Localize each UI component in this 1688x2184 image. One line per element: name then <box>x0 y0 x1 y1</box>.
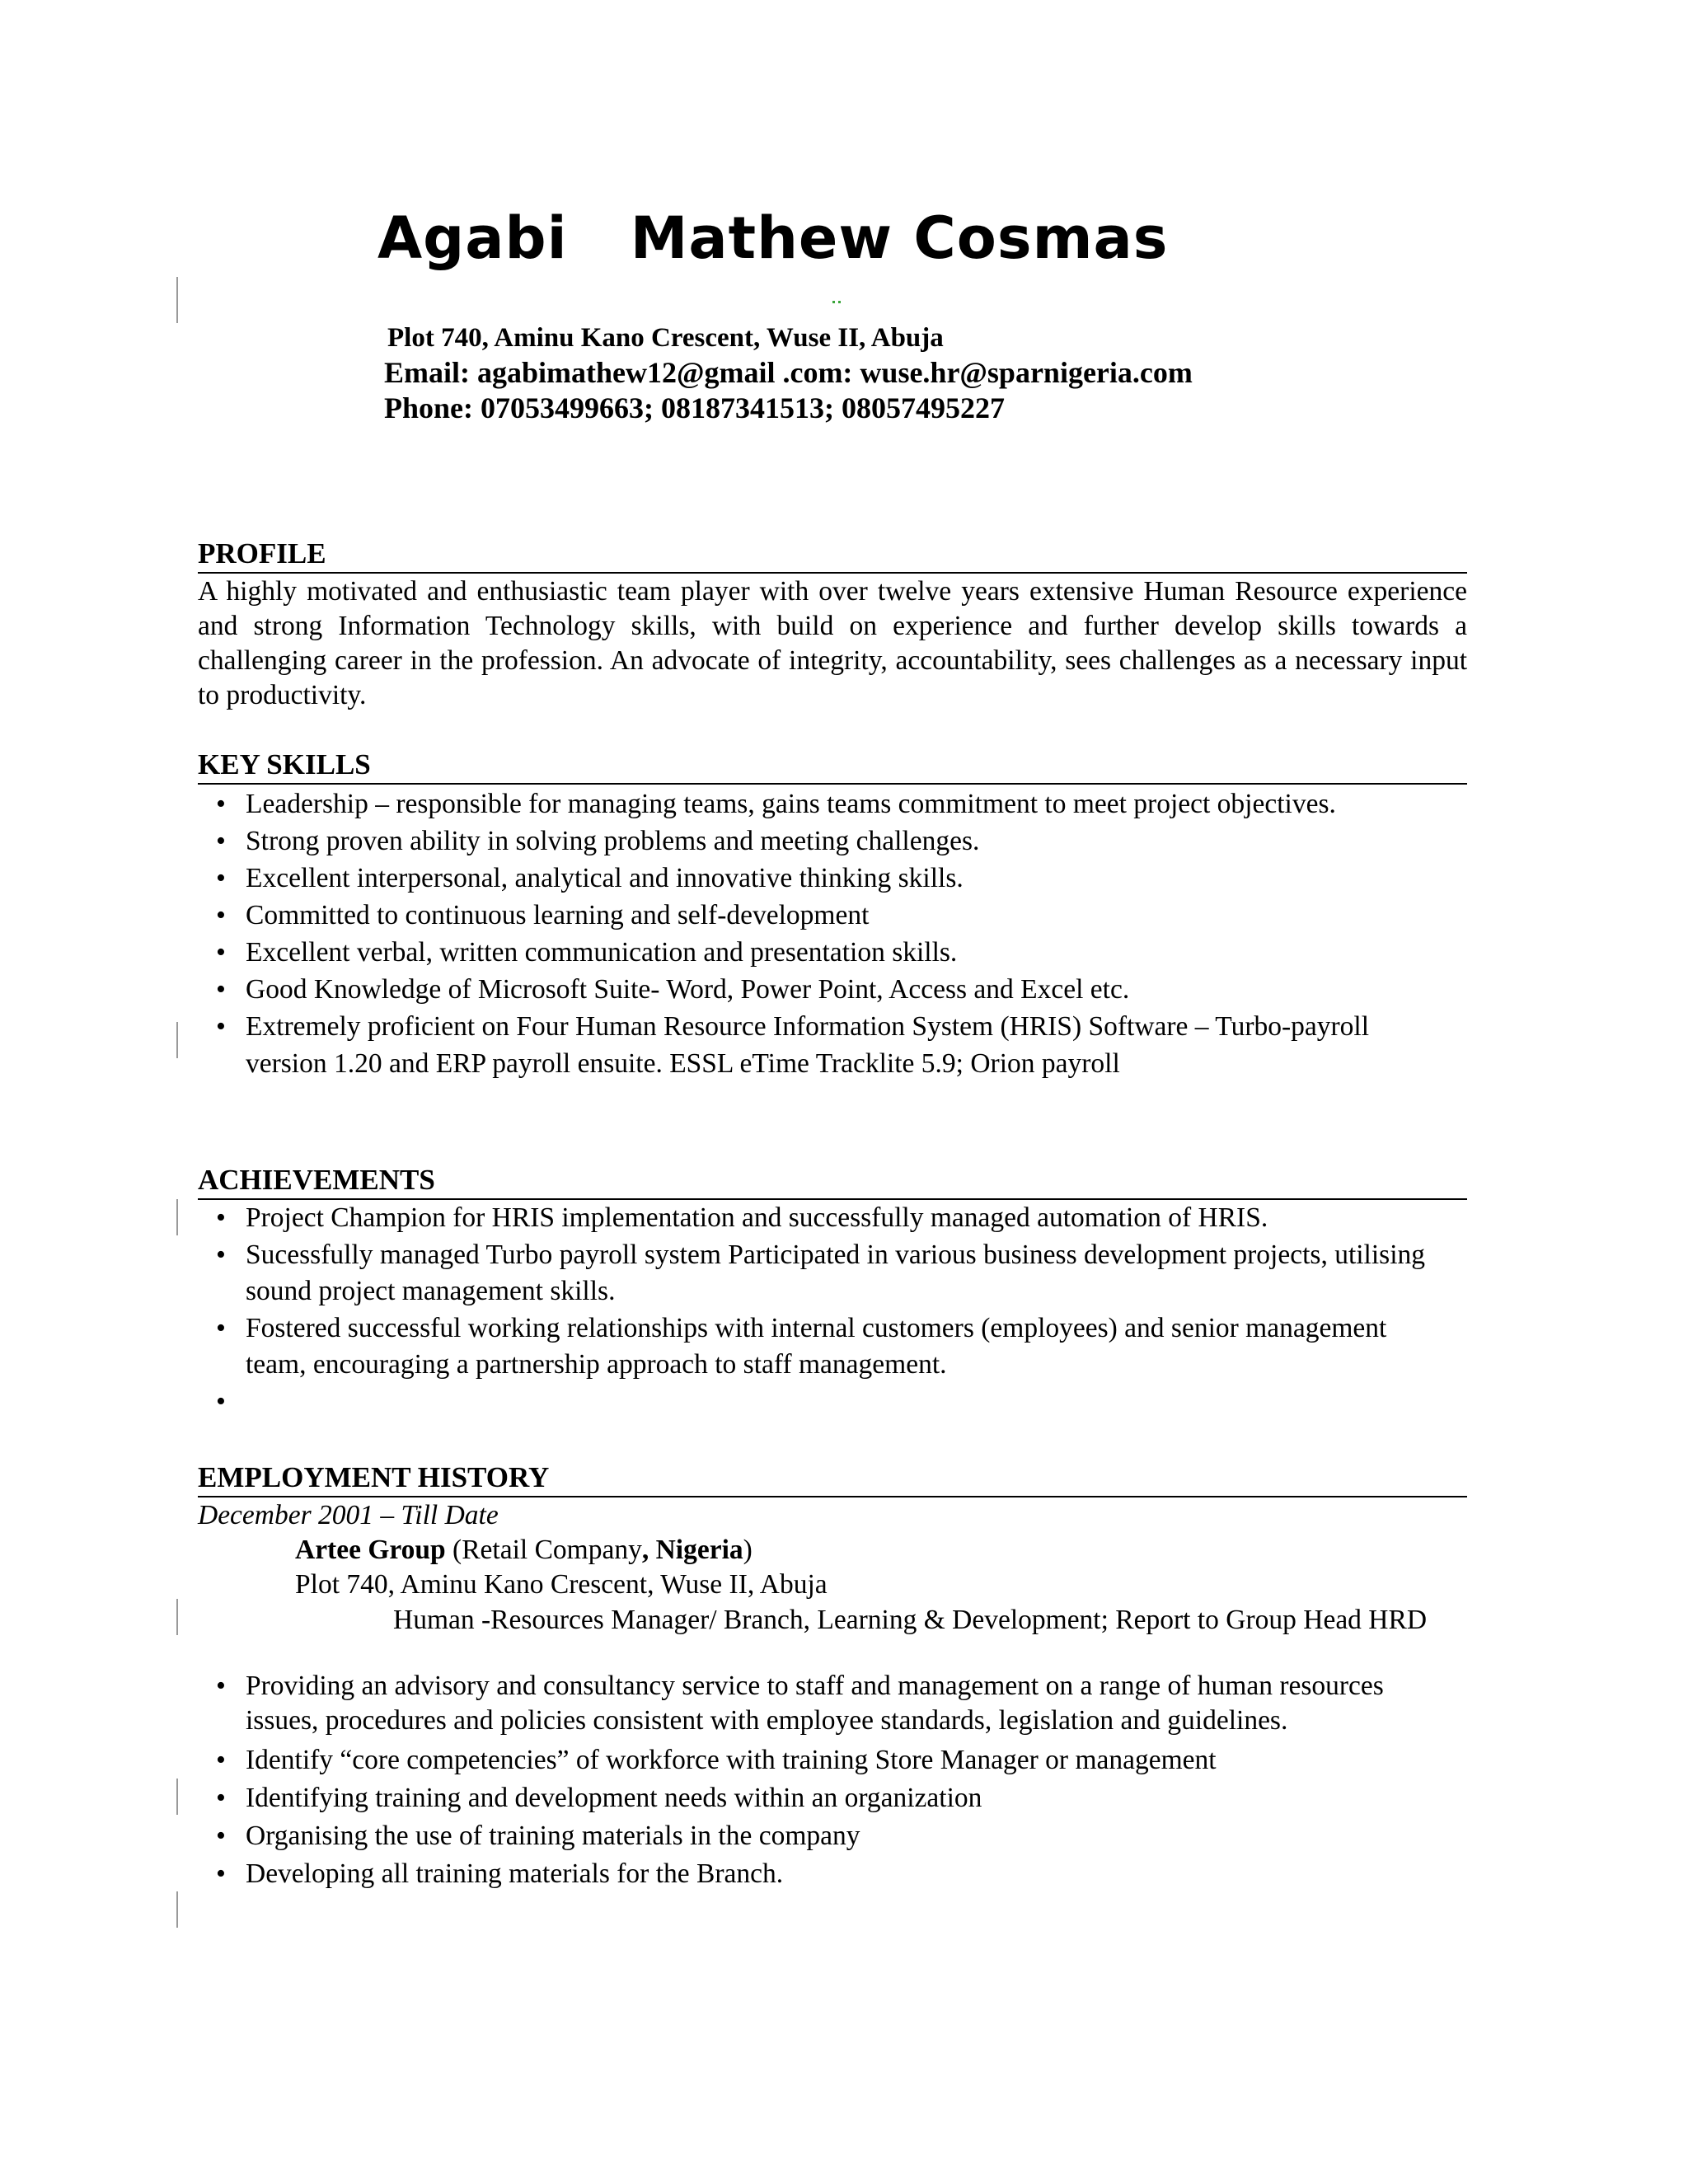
company-type: (Retail Company <box>445 1535 642 1565</box>
section-heading-achievements: ACHIEVEMENTS <box>198 1162 1467 1200</box>
revision-bar <box>176 1199 178 1235</box>
list-item: • Sucessfully managed Turbo payroll system Participated in various business development projects, utilising sound project management skills. <box>198 1237 1467 1310</box>
list-item: • Organising the use of training materials in the company <box>198 1817 1467 1855</box>
key-skills-list <box>198 785 1467 1082</box>
list-item: • Committed to continuous learning and self-development <box>198 897 1467 934</box>
revision-bar <box>176 277 178 323</box>
contact-phone: Phone: 07053499663; 08187341513; 08057495227 <box>384 391 1005 424</box>
section-heading-key-skills: KEY SKILLS <box>198 747 1467 785</box>
company-address: Plot 740, Aminu Kano Crescent, Wuse II, Abuja <box>295 1569 828 1600</box>
revision-mark <box>832 301 841 303</box>
list-item: • Extremely proficient on Four Human Resource Information System (HRIS) Software – Turbo-payroll version 1.20 and ERP payroll ensuite. ESSL eTime Tracklite 5.9; Orion payroll <box>198 1008 1416 1082</box>
job-role: Human -Resources Manager/ Branch, Learning & Development; Report to Group Head HRD <box>393 1605 1428 1635</box>
section-heading-profile: PROFILE <box>198 536 1467 574</box>
list-item: • Project Champion for HRIS implementation and successfully managed automation of HRIS. <box>198 1200 1467 1236</box>
achievements-list <box>198 1200 1467 1422</box>
revision-bar <box>176 1891 178 1928</box>
job-dates: December 2001 – Till Date <box>198 1500 499 1530</box>
list-item <box>198 1384 1467 1422</box>
profile-text: A highly motivated and enthusiastic team player with over twelve years extensive Human Resource experience and strong Information Technology skills, with build on experience and further develop skills towards a challenging career in the profession. An advocate of integrity, accountability, sees challenges as a necessary input to productivity. <box>198 576 1467 710</box>
company-close: ) <box>743 1535 753 1565</box>
list-item: • Good Knowledge of Microsoft Suite- Word, Power Point, Access and Excel etc. <box>198 971 1467 1008</box>
list-item: • Developing all training materials for the Branch. <box>198 1855 1467 1893</box>
list-item: • Providing an advisory and consultancy service to staff and management on a range of human resources issues, procedures and policies consistent with employee standards, legislation and guidelines. <box>198 1669 1424 1738</box>
company-name: Artee Group <box>295 1535 446 1565</box>
list-item: • Identify “core competencies” of workforce with training Store Manager or management <box>198 1741 1467 1779</box>
section-heading-employment-history: EMPLOYMENT HISTORY <box>198 1460 1467 1497</box>
company-line <box>295 1535 753 1566</box>
company-comma: , <box>641 1535 656 1565</box>
revision-bar <box>176 1022 178 1058</box>
contact-address: Plot 740, Aminu Kano Crescent, Wuse II, Abuja <box>387 323 944 353</box>
revision-bar <box>176 1599 178 1635</box>
list-item: • Excellent verbal, written communication and presentation skills. <box>198 934 1467 971</box>
list-item: • Identifying training and development needs within an organization <box>198 1779 1467 1817</box>
list-item: • Fostered successful working relationships with internal customers (employees) and senior management team, encouraging a partnership approach to staff management. <box>198 1310 1391 1383</box>
list-item: • Strong proven ability in solving problems and meeting challenges. <box>198 823 1467 860</box>
candidate-name: Agabi Mathew Cosmas <box>377 204 1169 272</box>
contact-email: Email: agabimathew12@gmail .com: wuse.hr@sparnigeria.com <box>384 356 1193 389</box>
company-country: Nigeria <box>655 1535 743 1565</box>
employment-duties-list <box>198 1669 1467 1893</box>
list-item: • Leadership – responsible for managing teams, gains teams commitment to meet project objectives. <box>198 785 1467 823</box>
revision-bar <box>176 1779 178 1815</box>
list-item: • Excellent interpersonal, analytical and innovative thinking skills. <box>198 860 1467 897</box>
